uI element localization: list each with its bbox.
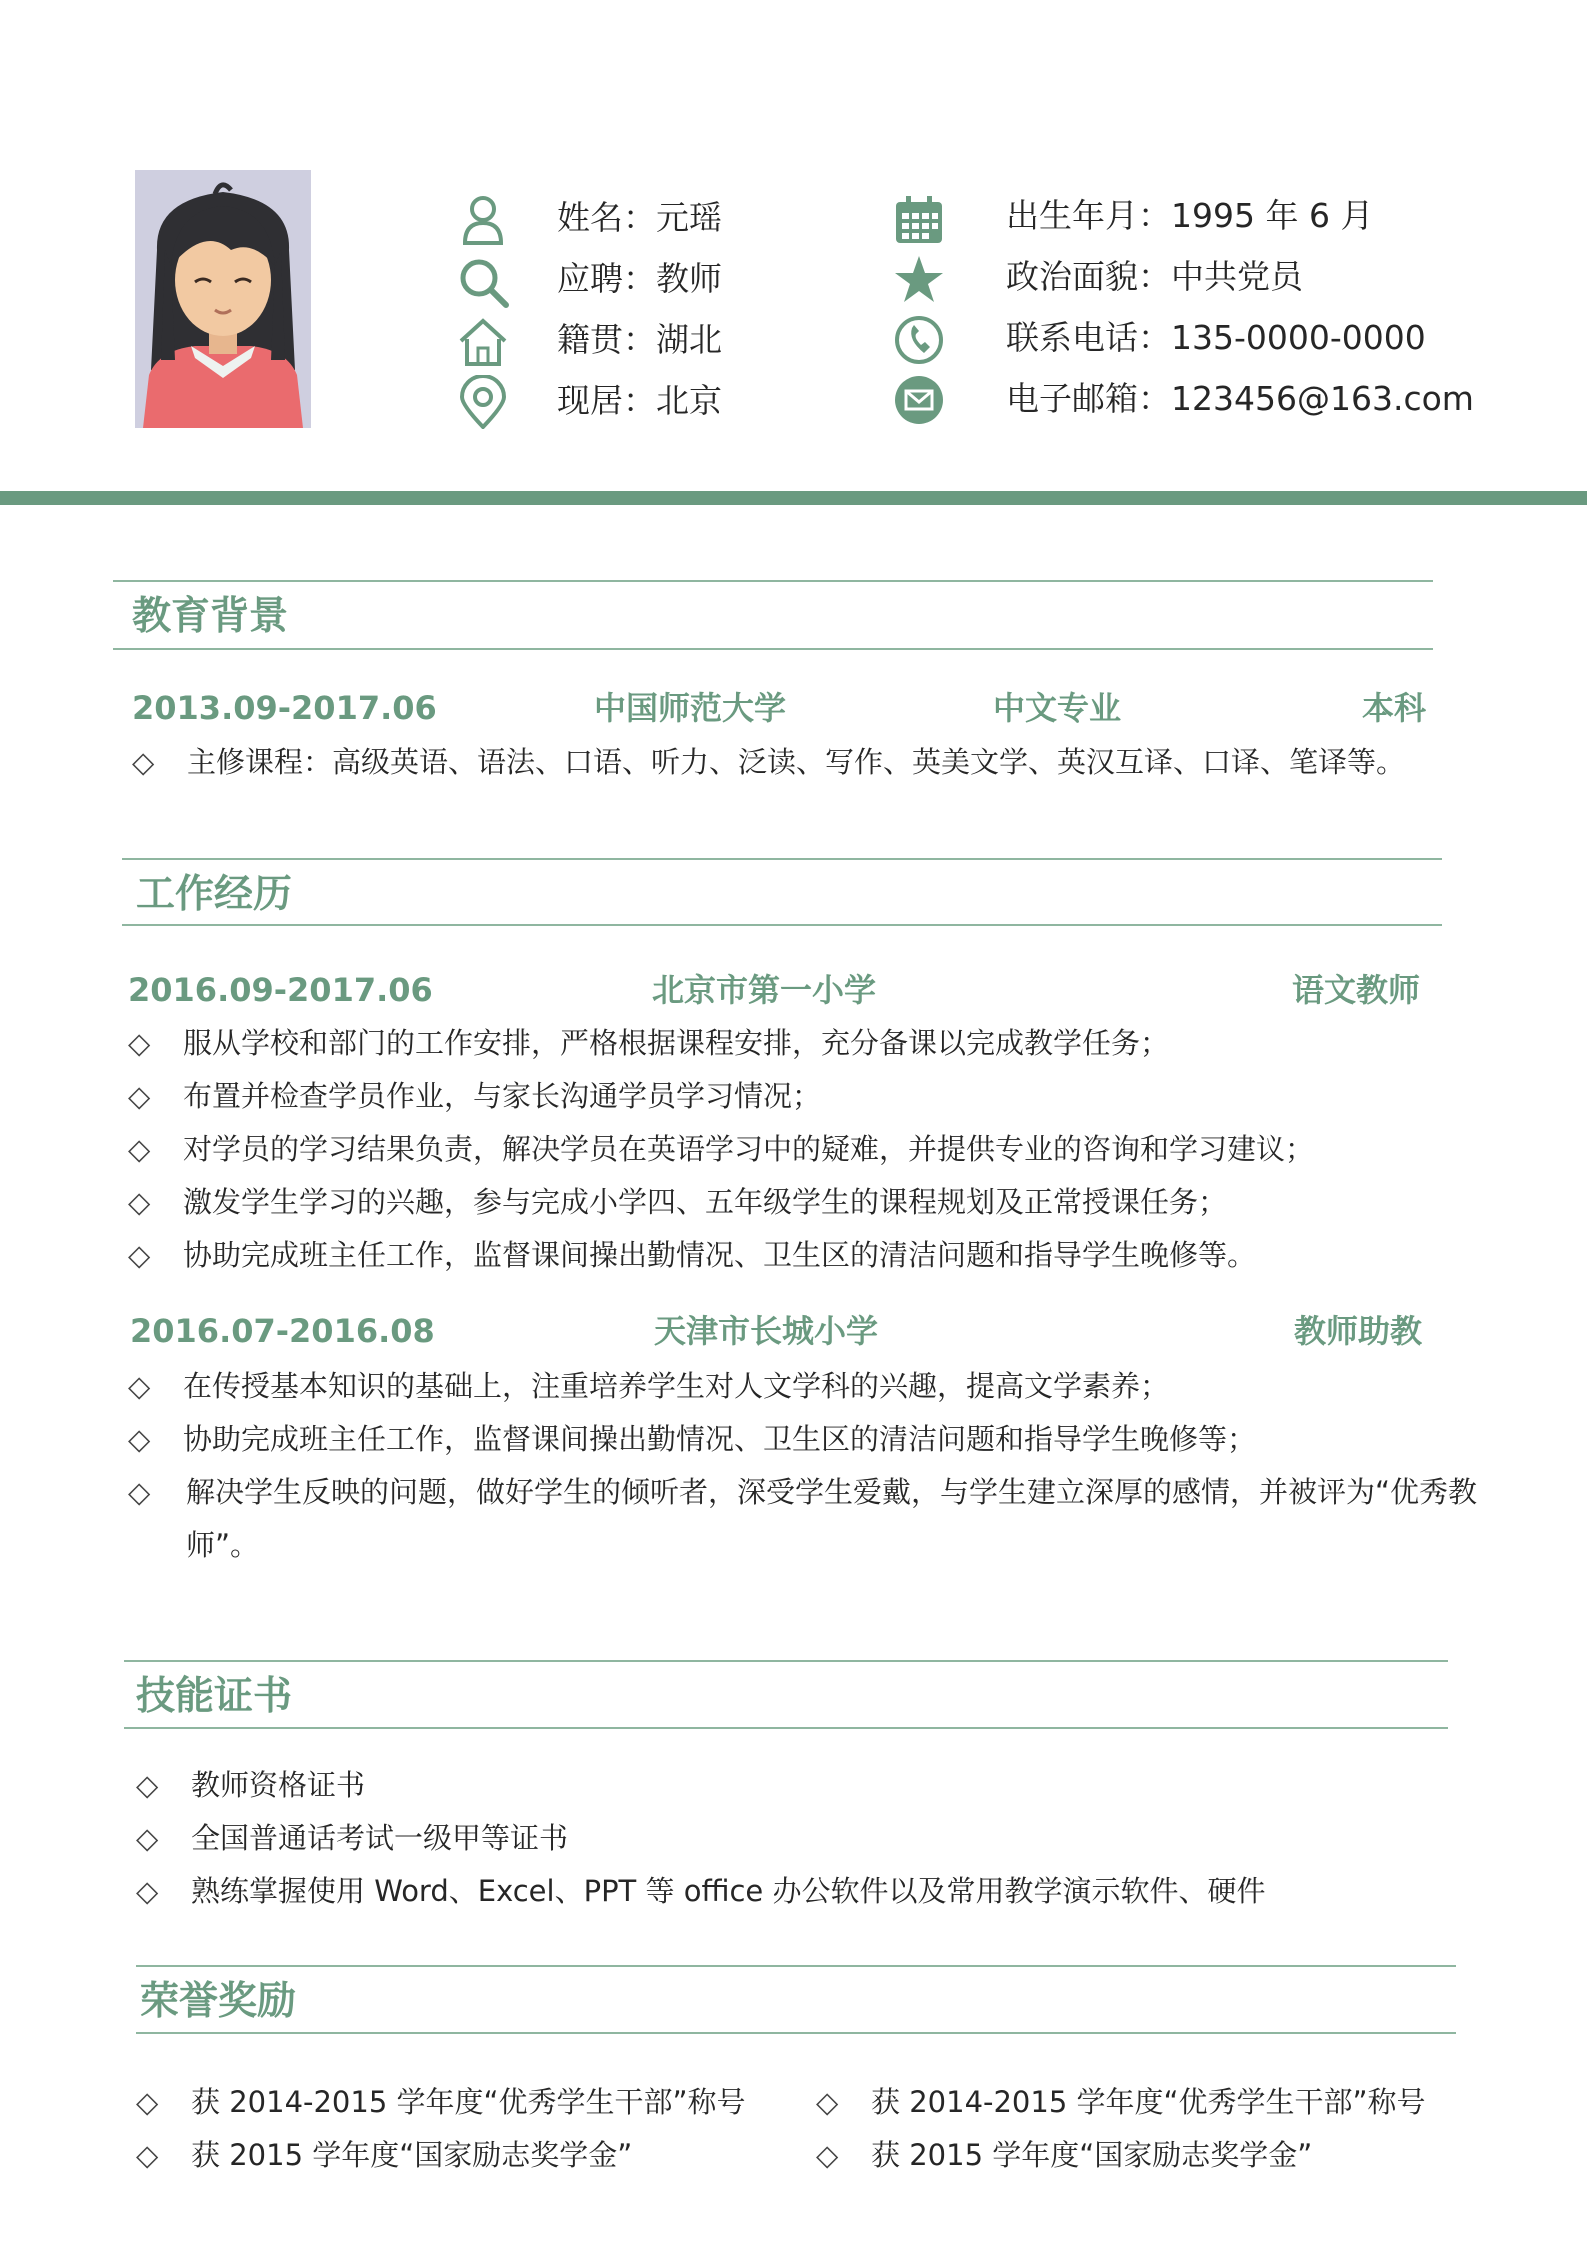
bullet-icon: ◇ — [136, 1874, 159, 1908]
work-section-title: 工作经历 — [136, 872, 293, 917]
birth-field: 出生年月：1995 年 6 月 — [1006, 196, 1374, 235]
search-icon — [456, 255, 510, 309]
politics-field: 政治面貌：中共党员 — [1006, 257, 1303, 296]
avatar-illustration — [135, 170, 311, 428]
bullet-icon: ◇ — [128, 1026, 151, 1060]
list-item: ◇ 布置并检查学员作业，与家长沟通学员学习情况； — [128, 1076, 821, 1116]
list-item: ◇ 获 2014-2015 学年度“优秀学生干部”称号 — [816, 2082, 1426, 2122]
bullet-icon: ◇ — [136, 2085, 159, 2119]
bullet-icon: ◇ — [128, 1238, 151, 1272]
bullet-icon: ◇ — [128, 1369, 151, 1403]
list-item: ◇ 熟练掌握使用 Word、Excel、PPT 等 office 办公软件以及常用教学演示软件、硬件 — [136, 1871, 1266, 1911]
header-divider-band — [0, 491, 1587, 505]
avatar-photo — [135, 170, 311, 428]
phone-field: 联系电话：135-0000-0000 — [1006, 318, 1426, 357]
list-item: ◇ 对学员的学习结果负责，解决学员在英语学习中的疑难，并提供专业的咨询和学习建议； — [128, 1129, 1314, 1169]
mail-icon — [892, 373, 946, 427]
bullet-icon: ◇ — [136, 1768, 159, 1802]
calendar-icon — [892, 193, 946, 247]
bullet-icon: ◇ — [128, 1079, 151, 1113]
position-field: 应聘：教师 — [557, 259, 722, 298]
honors-rule-top — [136, 1965, 1456, 1967]
education-section-title: 教育背景 — [132, 594, 289, 639]
bullet-icon: ◇ — [136, 2138, 159, 2172]
education-rule-top — [113, 580, 1433, 582]
bullet-icon: ◇ — [816, 2085, 839, 2119]
education-rule-bottom — [113, 648, 1433, 650]
job1-org: 北京市第一小学 — [652, 971, 877, 1009]
bullet-icon: ◇ — [128, 1475, 151, 1509]
list-item — [128, 1472, 183, 1512]
phone-icon — [892, 313, 946, 367]
job2-org: 天津市长城小学 — [654, 1312, 879, 1350]
list-item-wrapped: 解决学生反映的问题，做好学生的倾听者，深受学生爱戴，与学生建立深厚的感情，并被评为“优秀教师”。 — [186, 1475, 1478, 1562]
list-item: ◇ 教师资格证书 — [136, 1765, 365, 1805]
education-courses — [132, 742, 1405, 782]
work-rule-top — [122, 858, 1442, 860]
honors-section-title: 荣誉奖励 — [140, 1979, 297, 2024]
list-item: ◇ 协助完成班主任工作，监督课间操出勤情况、卫生区的清洁问题和指导学生晚修等； — [128, 1419, 1256, 1459]
bullet-icon: ◇ — [128, 1422, 151, 1456]
honors-rule-bottom — [136, 2032, 1456, 2034]
bullet-icon: ◇ — [128, 1132, 151, 1166]
skills-rule-top — [124, 1660, 1448, 1662]
origin-field: 籍贯：湖北 — [557, 320, 722, 359]
list-item: ◇ 服从学校和部门的工作安排，严格根据课程安排，充分备课以完成教学任务； — [128, 1023, 1169, 1063]
bullet-icon: ◇ — [136, 1821, 159, 1855]
email-field: 电子邮箱：123456@163.com — [1006, 379, 1474, 418]
location-icon — [456, 375, 510, 429]
home-icon — [456, 315, 510, 369]
list-item: ◇ 激发学生学习的兴趣，参与完成小学四、五年级学生的课程规划及正常授课任务； — [128, 1182, 1227, 1222]
education-school: 中国师范大学 — [594, 689, 787, 727]
person-icon — [456, 193, 510, 247]
education-major: 中文专业 — [993, 689, 1122, 727]
bullet-icon: ◇ — [128, 1185, 151, 1219]
list-item: ◇ 获 2015 学年度“国家励志奖学金” — [816, 2135, 1312, 2175]
education-period: 2013.09-2017.06 — [132, 689, 437, 727]
name-field: 姓名：元瑶 — [557, 198, 722, 237]
list-item: ◇ 获 2015 学年度“国家励志奖学金” — [136, 2135, 632, 2175]
job1-period: 2016.09-2017.06 — [128, 971, 433, 1009]
job1-role: 语文教师 — [1292, 971, 1421, 1009]
list-item: ◇ 协助完成班主任工作，监督课间操出勤情况、卫生区的清洁问题和指导学生晚修等。 — [128, 1235, 1256, 1275]
list-item: ◇ 获 2014-2015 学年度“优秀学生干部”称号 — [136, 2082, 746, 2122]
education-degree: 本科 — [1362, 689, 1427, 727]
job2-period: 2016.07-2016.08 — [130, 1312, 435, 1350]
list-item: ◇ 全国普通话考试一级甲等证书 — [136, 1818, 568, 1858]
skills-section-title: 技能证书 — [136, 1674, 293, 1719]
work-rule-bottom — [122, 924, 1442, 926]
bullet-icon: ◇ — [816, 2138, 839, 2172]
bullet-icon: ◇ — [132, 745, 155, 779]
list-item: ◇ 在传授基本知识的基础上，注重培养学生对人文学科的兴趣，提高文学素养； — [128, 1366, 1169, 1406]
skills-rule-bottom — [124, 1727, 1448, 1729]
star-icon — [892, 253, 946, 307]
residence-field: 现居：北京 — [557, 381, 722, 420]
education-courses-text: 主修课程：高级英语、语法、口语、听力、泛读、写作、英美文学、英汉互译、口译、笔译等。 — [187, 745, 1406, 779]
job2-role: 教师助教 — [1294, 1312, 1423, 1350]
